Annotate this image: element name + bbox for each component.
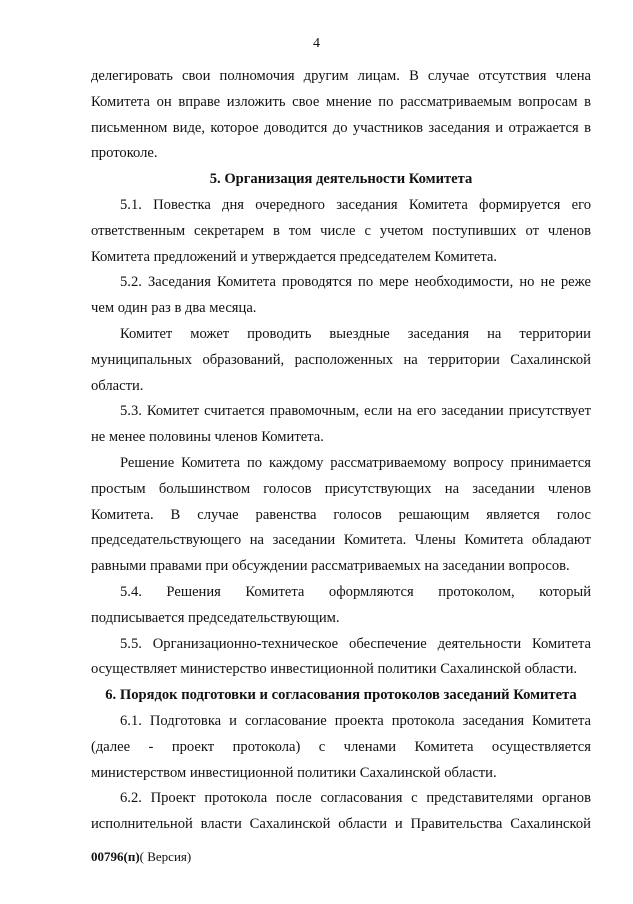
body-line: 6.2. Проект протокола после согласования с представителями органов	[120, 790, 591, 807]
section-heading: 5. Организация деятельности Комитета	[209, 171, 473, 188]
body-line: Решение Комитета по каждому рассматриваемому вопросу принимается	[120, 454, 591, 471]
body-line: 5.1. Повестка дня очередного заседания Комитета формируется его	[120, 196, 591, 213]
body-line: чем один раз в два месяца.	[91, 300, 257, 317]
body-line: не менее половины членов Комитета.	[91, 429, 324, 446]
body-line: муниципальных образований, расположенных на территории Сахалинской	[91, 351, 591, 368]
page-number: 4	[313, 36, 320, 51]
body-line: Комитет может проводить выездные заседания на территории	[120, 325, 591, 342]
body-line: подписывается председательствующим.	[91, 609, 340, 626]
document-code: 00796(п)	[91, 849, 140, 864]
body-line: Комитета. В случае равенства голосов решающим является голос	[91, 506, 591, 523]
body-line: письменном виде, которое доводится до участников заседания и отражается в	[91, 119, 591, 136]
body-line: 5.2. Заседания Комитета проводятся по мере необходимости, но не реже	[120, 274, 591, 291]
body-line: протоколе.	[91, 145, 158, 162]
body-line: 6.1. Подготовка и согласование проекта протокола заседания Комитета	[120, 712, 591, 729]
body-line: Комитета он вправе изложить свое мнение по рассматриваемым вопросам в	[91, 93, 591, 110]
body-line: 5.3. Комитет считается правомочным, если на его заседании присутствует	[120, 403, 591, 420]
body-line: области.	[91, 377, 144, 394]
document-body	[91, 64, 591, 838]
body-line: министерством инвестиционной политики Сахалинской области.	[91, 764, 497, 781]
body-line: (далее - проект протокола) с членами Комитета осуществляется	[91, 738, 591, 755]
body-line: 5.5. Организационно-техническое обеспечение деятельности Комитета	[120, 635, 591, 652]
document-footer	[91, 849, 191, 865]
body-line: делегировать свои полномочия другим лицам. В случае отсутствия члена	[91, 68, 591, 84]
body-line: исполнительной власти Сахалинской области и Правительства Сахалинской	[91, 816, 591, 833]
body-line: осуществляет министерство инвестиционной политики Сахалинской области.	[91, 661, 578, 678]
body-line: 5.4. Решения Комитета оформляются протоколом, который	[120, 583, 591, 600]
body-line: Комитета предложений и утверждается председателем Комитета.	[91, 248, 498, 265]
document-version: ( Версия)	[139, 849, 192, 864]
body-line: равными правами при обсуждении рассматриваемых на заседании вопросов.	[91, 558, 570, 575]
body-line: простым большинством голосов присутствующих на заседании членов	[91, 480, 591, 497]
body-line: ответственным секретарем в том числе с учетом поступивших от членов	[91, 222, 591, 239]
section-heading: 6. Порядок подготовки и согласования протоколов заседаний Комитета	[105, 687, 577, 704]
body-line: председательствующего на заседании Комитета. Члены Комитета обладают	[91, 532, 591, 549]
